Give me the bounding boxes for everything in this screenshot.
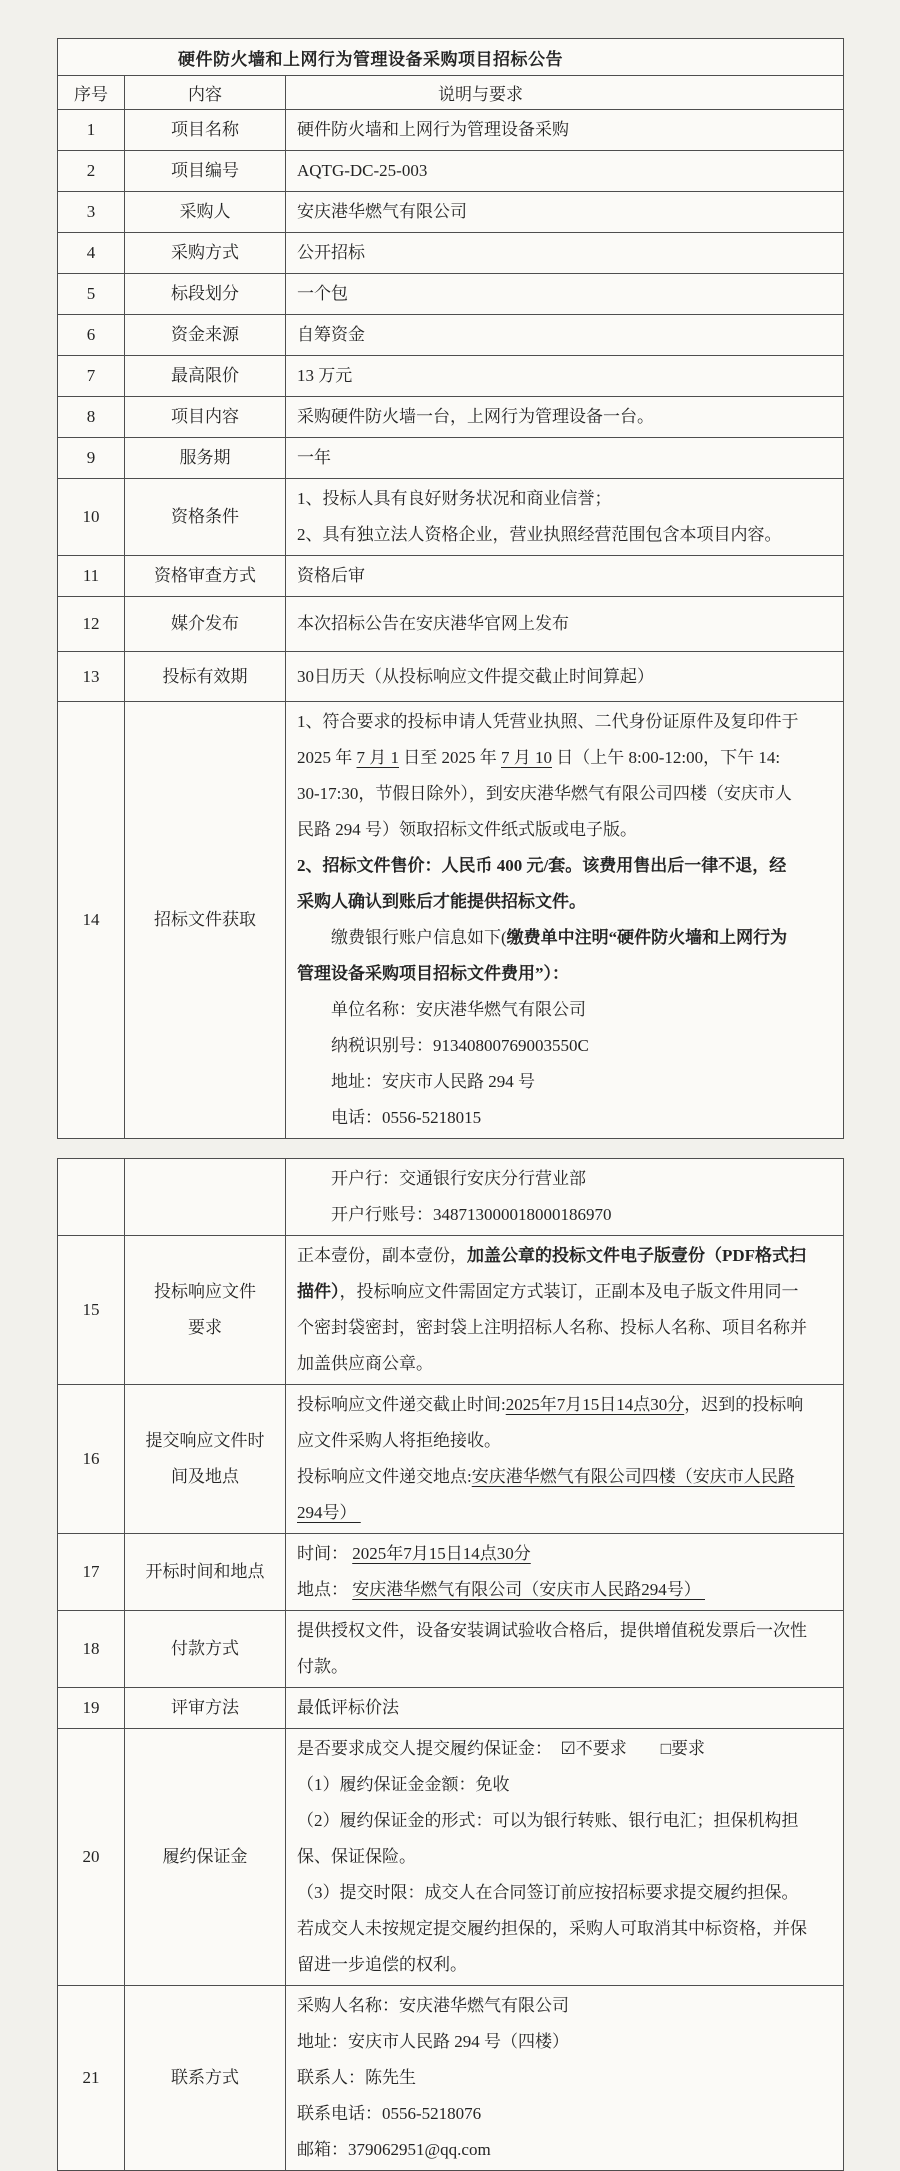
table-row — [58, 702, 844, 1139]
label-line: 招标文件获取 — [154, 910, 256, 929]
text-segment: 是否要求成交人提交履约保证金： — [297, 1739, 561, 1758]
row-number-cell: 7 — [58, 356, 125, 397]
text-segment: 应文件采购人将拒绝接收。 — [297, 1431, 501, 1450]
table-title-row — [58, 39, 844, 76]
content-line — [297, 1613, 835, 1649]
content-line — [297, 2060, 835, 2096]
text-segment: 1、符合要求的投标申请人凭营业执照、二代身份证原件及复印件于 — [297, 712, 799, 731]
row-number-cell: 4 — [58, 233, 125, 274]
row-label-cell — [125, 1729, 286, 1986]
content-line — [297, 659, 835, 695]
row-content-cell — [286, 1385, 844, 1534]
text-segment: 安庆港华燃气有限公司 — [297, 202, 467, 221]
label-line: 采购人 — [179, 202, 231, 221]
text-segment: 电话：0556-5218015 — [331, 1108, 482, 1127]
text-segment: 2、具有独立法人资格企业，营业执照经营范围包含本项目内容。 — [297, 525, 782, 544]
label-line: 标段划分 — [171, 284, 239, 303]
table-row — [58, 315, 844, 356]
table-row — [58, 356, 844, 397]
table-row — [58, 151, 844, 192]
content-line — [297, 2096, 835, 2132]
text-segment: ，投标响应文件需固定方式装订，正副本及电子版文件用同一 — [339, 1282, 799, 1301]
content-line — [297, 153, 835, 189]
row-label-cell — [125, 397, 286, 438]
content-line — [297, 1875, 835, 1911]
table-row — [58, 479, 844, 556]
content-line — [297, 1028, 835, 1064]
row-number-cell: 20 — [58, 1729, 125, 1986]
row-content-cell — [286, 192, 844, 233]
page-break-gap — [57, 1139, 843, 1158]
label-line: 媒介发布 — [171, 614, 239, 633]
row-content-cell — [286, 315, 844, 356]
content-line — [297, 194, 835, 230]
label-line: 最高限价 — [171, 366, 239, 385]
text-segment: 硬件防火墙和上网行为管理设备采购 — [297, 120, 569, 139]
text-segment: 地址：安庆市人民路 294 号 — [331, 1072, 535, 1091]
row-label-cell — [125, 438, 286, 479]
content-line — [297, 1161, 835, 1197]
row-number-cell: 6 — [58, 315, 125, 356]
table-row — [58, 597, 844, 652]
table-row — [58, 1986, 844, 2171]
row-content-cell — [286, 438, 844, 479]
row-content-cell — [286, 597, 844, 652]
text-segment: 日（上午 8:00-12:00，下午 14: — [552, 748, 781, 767]
content-line — [297, 1197, 835, 1233]
content-line — [297, 704, 835, 740]
text-segment: 缴费单中注明“硬件防火墙和上网行为 — [506, 928, 788, 947]
content-line — [297, 1731, 835, 1767]
text-segment: 民路 294 号）领取招标文件纸式版或电子版。 — [297, 820, 637, 839]
text-segment: 加盖公章的投标文件电子版壹份（PDF格式扫 — [467, 1246, 807, 1265]
text-segment: 加盖供应商公章。 — [297, 1354, 433, 1373]
text-segment: 描件） — [297, 1282, 340, 1301]
text-segment: 管理设备采购项目招标文件费用”）： — [297, 964, 569, 983]
row-number-cell: 10 — [58, 479, 125, 556]
content-line — [297, 1423, 835, 1459]
text-segment: 地点： — [297, 1580, 353, 1599]
checkbox-checked-icon: ☑ — [560, 1739, 576, 1758]
row-content-cell — [286, 274, 844, 315]
label-line: 履约保证金 — [162, 1847, 248, 1866]
content-line — [297, 1911, 835, 1947]
tender-table-page2 — [57, 1158, 844, 2171]
row-number-cell: 18 — [58, 1611, 125, 1688]
text-segment: 纳税识别号：91340800769003550C — [331, 1036, 589, 1055]
content-line — [297, 1238, 835, 1274]
text-segment: 2、招标文件售价：人民币 400 元/套。该费用售出后一律不退，经 — [297, 856, 787, 875]
row-number-cell: 9 — [58, 438, 125, 479]
label-line: 评审方法 — [171, 1698, 239, 1717]
row-number-cell: 2 — [58, 151, 125, 192]
row-content-cell — [286, 1729, 844, 1986]
content-line — [297, 812, 835, 848]
text-segment: 30日历天（从投标响应文件提交截止时间算起） — [297, 666, 654, 686]
row-content-cell — [286, 1611, 844, 1688]
row-number-cell: 19 — [58, 1688, 125, 1729]
table-row — [58, 192, 844, 233]
row-label-cell — [125, 1688, 286, 1729]
label-line: 提交响应文件时 — [145, 1431, 265, 1450]
label-line: 项目编号 — [171, 161, 239, 180]
text-segment: 时间： — [297, 1544, 353, 1563]
content-line — [297, 848, 835, 884]
content-line — [297, 481, 835, 517]
row-content-cell — [286, 556, 844, 597]
row-content-cell — [286, 652, 844, 702]
text-segment: 缴费银行账户信息如下( — [331, 928, 507, 947]
text-segment: 一个包 — [297, 284, 348, 303]
table-row — [58, 652, 844, 702]
row-number-cell: 1 — [58, 110, 125, 151]
row-label-cell — [125, 1385, 286, 1534]
text-segment: 单位名称：安庆港华燃气有限公司 — [331, 1000, 586, 1019]
row-number-cell: 13 — [58, 652, 125, 702]
row-label-cell — [125, 597, 286, 652]
row-number-cell: 3 — [58, 192, 125, 233]
row-label-cell — [125, 1534, 286, 1611]
row-content-cell — [286, 479, 844, 556]
row-label-cell — [125, 315, 286, 356]
text-segment: 1、投标人具有良好财务状况和商业信誉； — [297, 489, 612, 508]
label-line: 间及地点 — [171, 1467, 239, 1486]
table-row — [58, 1159, 844, 1236]
table-row — [58, 1729, 844, 1986]
row-label-cell — [125, 479, 286, 556]
text-segment: 投标响应文件递交地点: — [297, 1467, 472, 1486]
content-line — [297, 1988, 835, 2024]
content-line — [297, 1767, 835, 1803]
text-segment: 不要求 — [575, 1739, 661, 1758]
tender-table-page1 — [57, 38, 844, 1139]
text-segment: 投标响应文件递交截止时间: — [297, 1395, 506, 1414]
text-segment: AQTG-DC-25-003 — [297, 161, 428, 180]
row-number-cell: 5 — [58, 274, 125, 315]
row-label-cell — [125, 702, 286, 1139]
row-label-cell — [125, 652, 286, 702]
text-segment: 邮箱：379062951@qq.com — [297, 2140, 491, 2159]
content-line — [297, 517, 835, 553]
table-row — [58, 233, 844, 274]
text-segment: 本次招标公告在安庆港华官网上发布 — [297, 614, 569, 633]
row-content-cell — [286, 1688, 844, 1729]
content-line — [297, 740, 835, 776]
row-content-cell — [286, 1236, 844, 1385]
row-label-cell — [125, 1159, 286, 1236]
row-number-cell: 21 — [58, 1986, 125, 2171]
page-title: 硬件防火墙和上网行为管理设备采购项目招标公告 — [58, 39, 844, 76]
text-segment: 30-17:30，节假日除外），到安庆港华燃气有限公司四楼（安庆市人 — [297, 784, 792, 803]
text-segment: 自筹资金 — [297, 325, 365, 344]
table-body-page2 — [58, 1159, 844, 2171]
content-line — [297, 317, 835, 353]
text-segment: 2025年7月15日14点30分 — [505, 1395, 685, 1414]
column-header-content: 内容 — [125, 76, 286, 110]
table-header-row — [58, 76, 844, 110]
text-segment: 采购硬件防火墙一台，上网行为管理设备一台。 — [297, 407, 654, 426]
label-line: 开标时间和地点 — [145, 1562, 265, 1581]
text-segment: 7 月 10 — [501, 748, 552, 767]
content-line — [297, 956, 835, 992]
content-line — [297, 358, 835, 394]
text-segment: 13 万元 — [297, 366, 353, 385]
text-segment: 开户行：交通银行安庆分行营业部 — [331, 1169, 586, 1188]
text-segment: 若成交人未按规定提交履约担保的，采购人可取消其中标资格，并保 — [297, 1919, 807, 1938]
table-row — [58, 397, 844, 438]
row-label-cell — [125, 110, 286, 151]
row-content-cell — [286, 110, 844, 151]
label-line: 资格审查方式 — [154, 566, 256, 585]
content-line — [297, 1649, 835, 1685]
text-segment: 付款。 — [297, 1657, 348, 1676]
row-content-cell — [286, 1986, 844, 2171]
text-segment: 采购人确认到账后才能提供招标文件。 — [297, 892, 586, 911]
label-line: 项目名称 — [171, 120, 239, 139]
text-segment: 公开招标 — [297, 243, 365, 262]
content-line — [297, 1064, 835, 1100]
row-label-cell — [125, 1611, 286, 1688]
label-line: 项目内容 — [171, 407, 239, 426]
label-line: 采购方式 — [171, 243, 239, 262]
row-number-cell: 14 — [58, 702, 125, 1139]
label-line: 要求 — [188, 1318, 222, 1337]
text-segment: ，迟到的投标响 — [684, 1395, 804, 1414]
row-label-cell — [125, 356, 286, 397]
content-line — [297, 558, 835, 594]
text-segment: 个密封袋密封，密封袋上注明招标人名称、投标人名称、项目名称并 — [297, 1318, 807, 1337]
checkbox-unchecked-icon: □ — [660, 1739, 672, 1758]
content-line — [297, 606, 835, 642]
row-content-cell — [286, 1534, 844, 1611]
text-segment: 7 月 1 — [356, 748, 399, 767]
label-line: 资金来源 — [171, 325, 239, 344]
content-line — [297, 1310, 835, 1346]
column-header-description: 说明与要求 — [286, 76, 844, 110]
table-row — [58, 1385, 844, 1534]
label-line: 联系方式 — [171, 2068, 239, 2087]
row-label-cell — [125, 274, 286, 315]
row-content-cell — [286, 233, 844, 274]
table-row — [58, 556, 844, 597]
table-row — [58, 110, 844, 151]
row-content-cell — [286, 397, 844, 438]
content-line — [297, 399, 835, 435]
text-segment: 资格后审 — [297, 566, 365, 585]
text-segment: 提供授权文件，设备安装调试验收合格后，提供增值税发票后一次性 — [297, 1621, 807, 1640]
row-label-cell — [125, 1986, 286, 2171]
row-content-cell — [286, 1159, 844, 1236]
row-label-cell — [125, 192, 286, 233]
label-line: 付款方式 — [171, 1639, 239, 1658]
content-line — [297, 1839, 835, 1875]
text-segment: 采购人名称：安庆港华燃气有限公司 — [297, 1996, 569, 2015]
row-number-cell: 17 — [58, 1534, 125, 1611]
content-line — [297, 884, 835, 920]
table-row — [58, 1611, 844, 1688]
row-label-cell — [125, 556, 286, 597]
text-segment: 正本壹份，副本壹份， — [297, 1246, 467, 1265]
content-line — [297, 1803, 835, 1839]
text-segment: （2）履约保证金的形式：可以为银行转账、银行电汇；担保机构担 — [297, 1811, 799, 1830]
row-number-cell: 16 — [58, 1385, 125, 1534]
text-segment: 294号） — [297, 1503, 361, 1522]
table-row — [58, 1534, 844, 1611]
content-line — [297, 1274, 835, 1310]
content-line — [297, 1536, 835, 1572]
content-line — [297, 776, 835, 812]
text-segment: 2025 年 — [297, 748, 357, 767]
text-segment: （3）提交时限：成交人在合同签订前应按招标要求提交履约担保。 — [297, 1883, 799, 1902]
text-segment: 开户行账号：348713000018000186970 — [331, 1205, 612, 1224]
table-row — [58, 1236, 844, 1385]
content-line — [297, 992, 835, 1028]
content-line — [297, 2024, 835, 2060]
text-segment: （1）履约保证金金额：免收 — [297, 1775, 510, 1794]
row-number-cell: 11 — [58, 556, 125, 597]
content-line — [297, 1459, 835, 1495]
row-number-cell: 12 — [58, 597, 125, 652]
row-number-cell — [58, 1159, 125, 1236]
row-number-cell: 8 — [58, 397, 125, 438]
content-line — [297, 1346, 835, 1382]
content-line — [297, 440, 835, 476]
content-line — [297, 235, 835, 271]
content-line — [297, 920, 835, 956]
text-segment: 联系电话：0556-5218076 — [297, 2104, 482, 2123]
row-content-cell — [286, 356, 844, 397]
content-line — [297, 1387, 835, 1423]
content-line — [297, 1572, 835, 1608]
text-segment: 联系人：陈先生 — [297, 2068, 416, 2087]
table-row — [58, 274, 844, 315]
row-content-cell — [286, 702, 844, 1139]
label-line: 投标响应文件 — [154, 1282, 256, 1301]
row-label-cell — [125, 151, 286, 192]
text-segment: 日至 2025 年 — [399, 748, 501, 767]
table-body-page1 — [58, 110, 844, 1139]
label-line: 投标有效期 — [162, 666, 248, 686]
table-row — [58, 1688, 844, 1729]
column-header-no: 序号 — [58, 76, 125, 110]
content-line — [297, 112, 835, 148]
content-line — [297, 1690, 835, 1726]
row-number-cell: 15 — [58, 1236, 125, 1385]
content-line — [297, 1495, 835, 1531]
content-line — [297, 2132, 835, 2168]
text-segment: 2025年7月15日14点30分 — [352, 1544, 531, 1563]
row-label-cell — [125, 1236, 286, 1385]
text-segment: 安庆港华燃气有限公司（安庆市人民路294号） — [352, 1580, 705, 1599]
label-line: 服务期 — [179, 448, 231, 467]
text-segment: 安庆港华燃气有限公司四楼（安庆市人民路 — [471, 1467, 795, 1486]
row-content-cell — [286, 151, 844, 192]
text-segment: 最低评标价法 — [297, 1698, 399, 1717]
table-row — [58, 438, 844, 479]
label-line: 资格条件 — [171, 507, 239, 526]
text-segment: 地址：安庆市人民路 294 号（四楼） — [297, 2032, 569, 2051]
text-segment: 一年 — [297, 448, 331, 467]
content-line — [297, 276, 835, 312]
content-line — [297, 1100, 835, 1136]
text-segment: 保、保证保险。 — [297, 1847, 416, 1866]
text-segment: 留进一步追偿的权利。 — [297, 1955, 467, 1974]
text-segment: 要求 — [671, 1739, 706, 1758]
row-label-cell — [125, 233, 286, 274]
content-line — [297, 1947, 835, 1983]
